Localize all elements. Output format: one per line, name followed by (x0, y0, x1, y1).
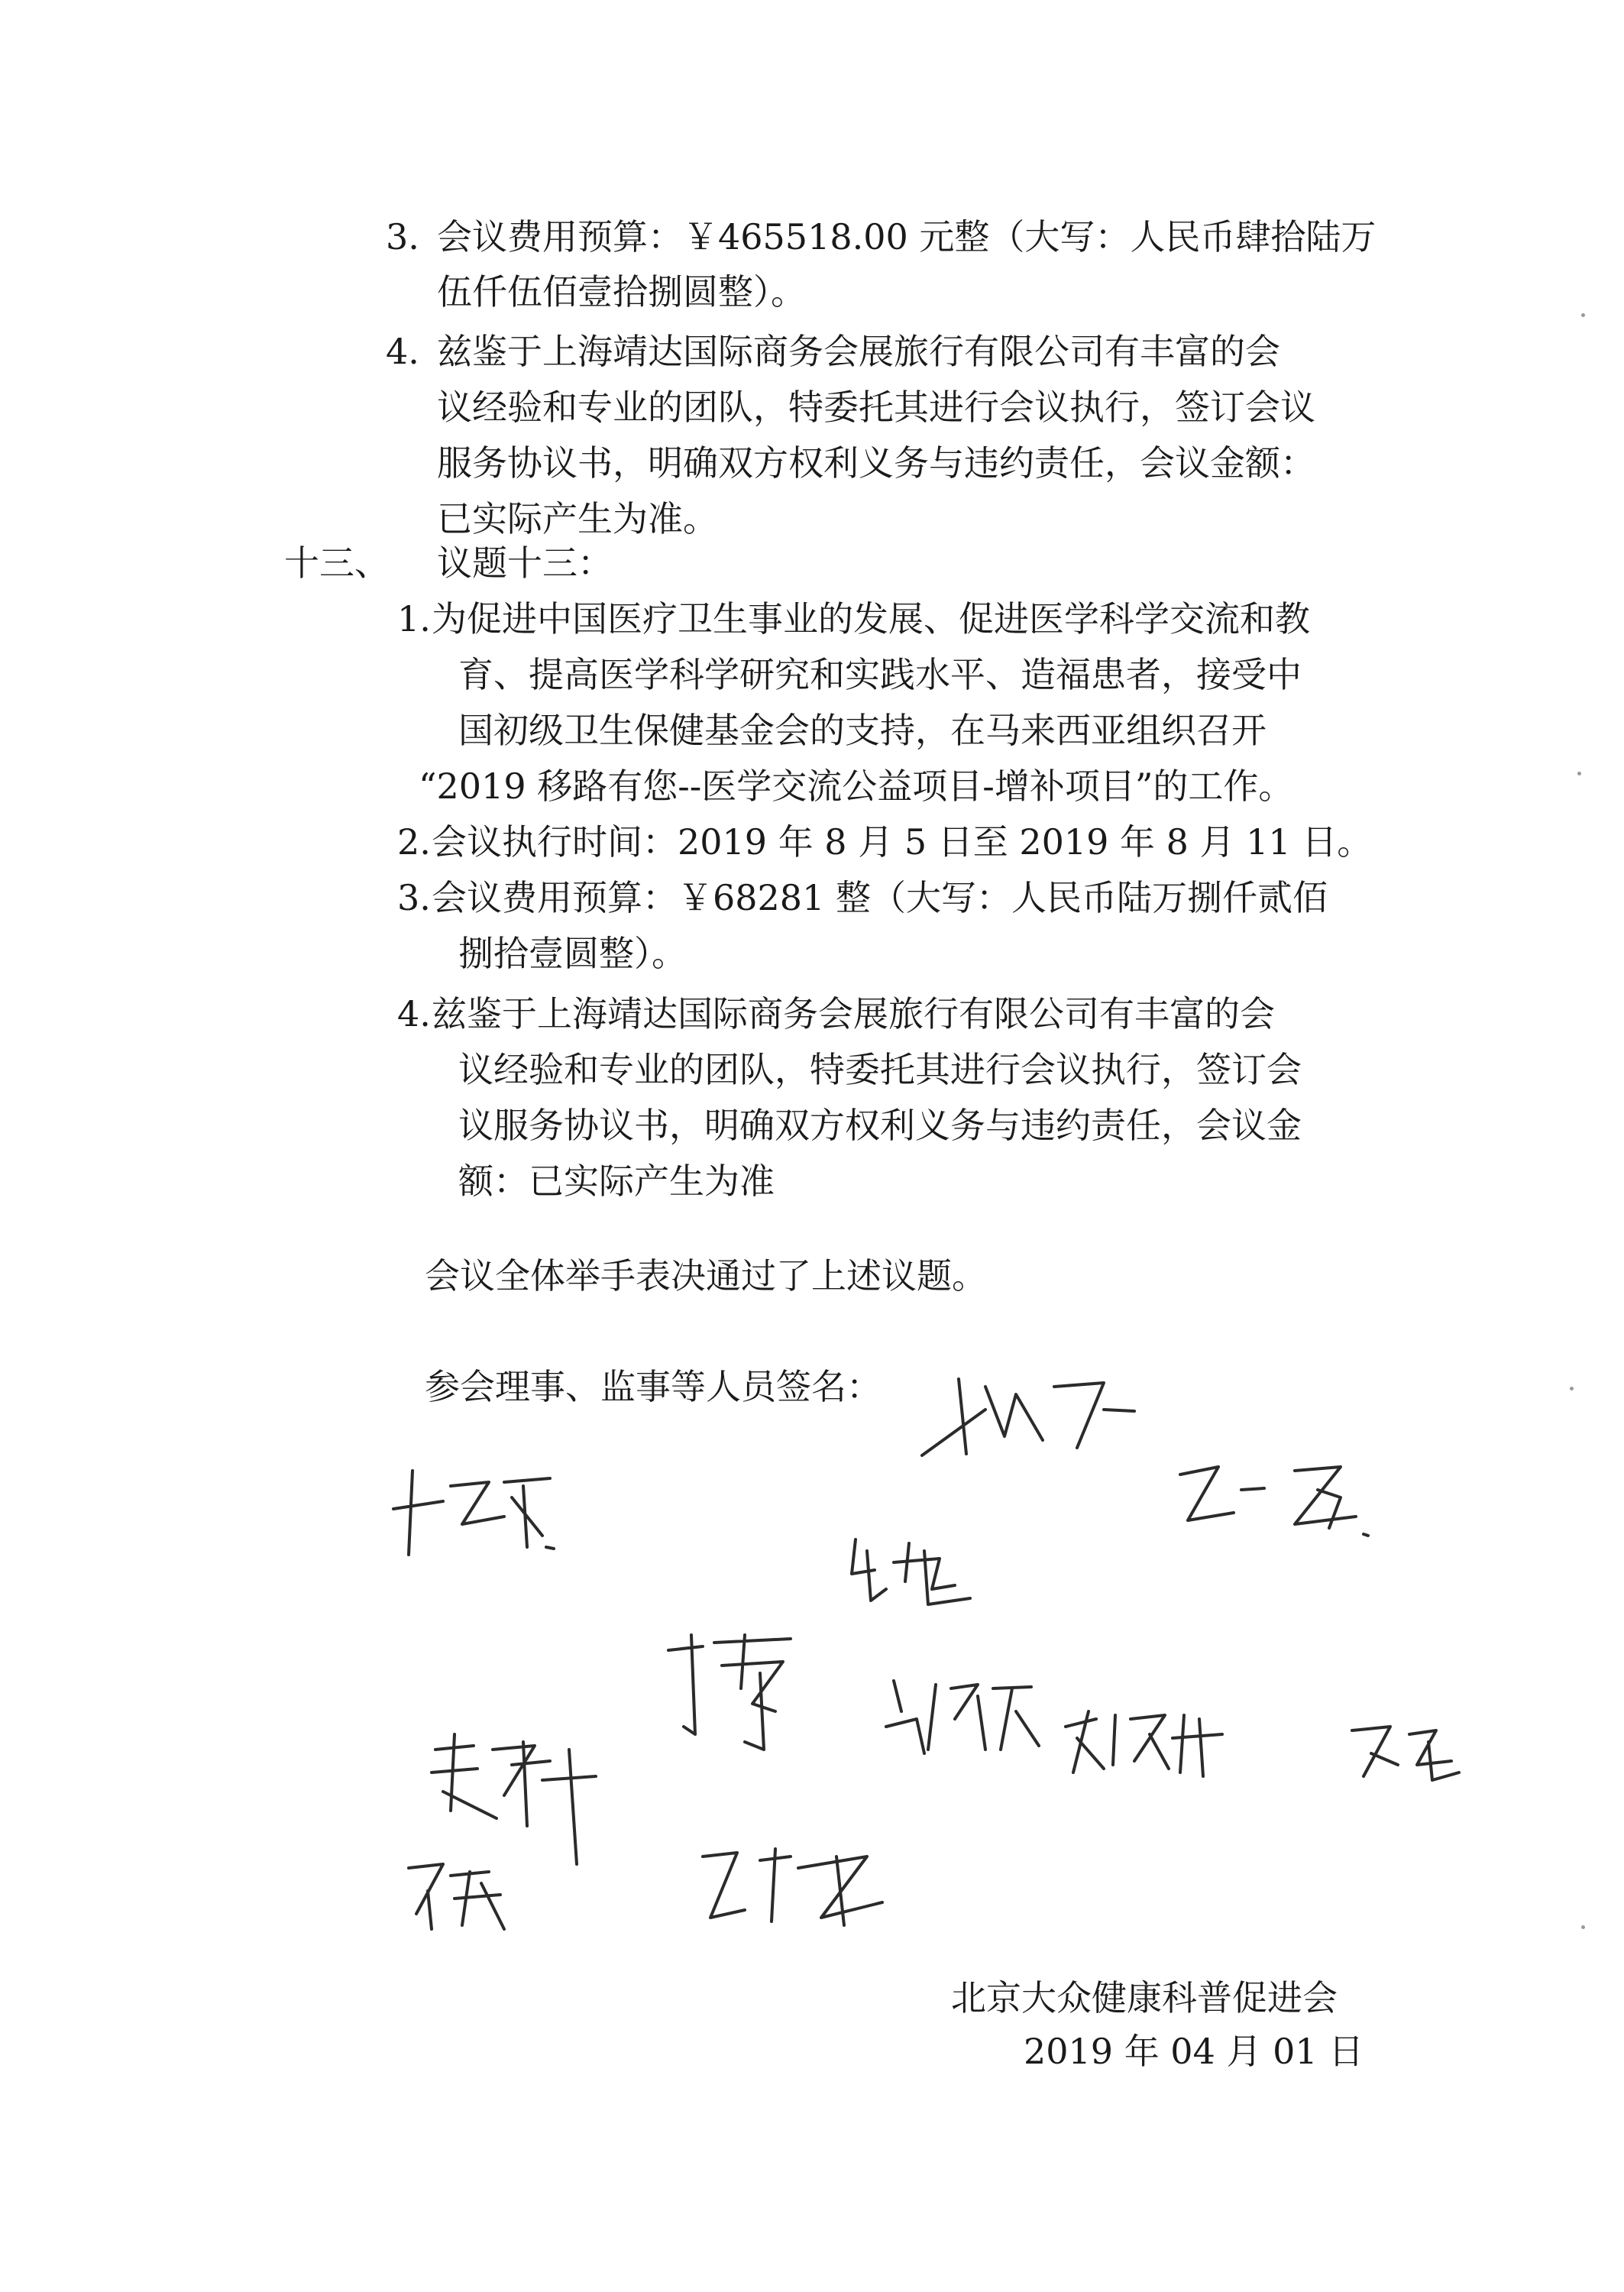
signature-11 (691, 1834, 898, 1933)
paragraph-line: 服务协议书，明确双方权利义务与违约责任，会议金额： (437, 442, 1315, 484)
scan-speck (1570, 1387, 1574, 1390)
paragraph-line: “2019 移路有您--医学交流公益项目-增补项目”的工作。 (419, 766, 1294, 807)
execution-time: 会议执行时间：2019 年 8 月 5 日至 2019 年 8 月 11 日。 (432, 821, 1373, 863)
signature-4 (1165, 1452, 1379, 1543)
signature-10 (397, 1853, 512, 1937)
scan-speck (1577, 772, 1581, 775)
signature-label: 参会理事、监事等人员签名： (425, 1366, 882, 1407)
organization-name: 北京大众健康科普促进会 (951, 1977, 1338, 2018)
item-number: 1. (397, 598, 431, 639)
item-number: 4. (397, 993, 431, 1034)
signature-8 (1344, 1711, 1467, 1788)
scan-speck (1581, 1925, 1585, 1929)
paragraph-line: 兹鉴于上海靖达国际商务会展旅行有限公司有丰富的会 (432, 993, 1275, 1034)
paragraph-line: 为促进中国医疗卫生事业的发展、促进医学科学交流和教 (432, 598, 1310, 639)
paragraph-line: 国初级卫生保健基金会的支持，在马来西亚组织召开 (458, 710, 1267, 751)
signature-6 (878, 1666, 1047, 1765)
document-date: 2019 年 04 月 01 日 (1024, 2031, 1364, 2072)
item-number: 2. (397, 821, 431, 863)
resolution-text: 会议全体举手表决通过了上述议题。 (425, 1255, 987, 1297)
signature-1 (913, 1364, 1150, 1463)
item-number: 4. (386, 331, 419, 372)
signature-2 (390, 1463, 565, 1562)
section-label: 十三、 (284, 542, 390, 584)
item-number: 3. (397, 877, 431, 918)
signature-3 (840, 1528, 978, 1612)
item-number: 3. (386, 216, 419, 257)
paragraph-line: 已实际产生为准。 (437, 498, 718, 539)
budget-line: 会议费用预算：￥465518.00 元整（大写：人民币肆拾陆万 (437, 216, 1377, 257)
budget-line: 会议费用预算：￥68281 整（大写：人民币陆万捌仟贰佰 (432, 877, 1328, 918)
signature-7 (1058, 1696, 1234, 1780)
paragraph-line: 议经验和专业的团队，特委托其进行会议执行，签订会议 (437, 387, 1315, 428)
signature-9 (420, 1719, 611, 1872)
budget-line: 捌拾壹圆整）。 (458, 933, 687, 974)
section-title: 议题十三： (437, 542, 613, 584)
signature-5 (661, 1620, 814, 1757)
paragraph-line: 议服务协议书，明确双方权利义务与违约责任，会议金 (458, 1105, 1302, 1146)
paragraph-line: 议经验和专业的团队，特委托其进行会议执行，签订会 (458, 1049, 1302, 1090)
paragraph-line: 兹鉴于上海靖达国际商务会展旅行有限公司有丰富的会 (437, 331, 1280, 372)
paragraph-line: 额：已实际产生为准 (458, 1161, 775, 1202)
paragraph-line: 育、提高医学科学研究和实践水平、造福患者，接受中 (458, 654, 1302, 695)
scan-speck (1581, 313, 1585, 317)
budget-line: 伍仟伍佰壹拾捌圆整）。 (437, 271, 806, 312)
